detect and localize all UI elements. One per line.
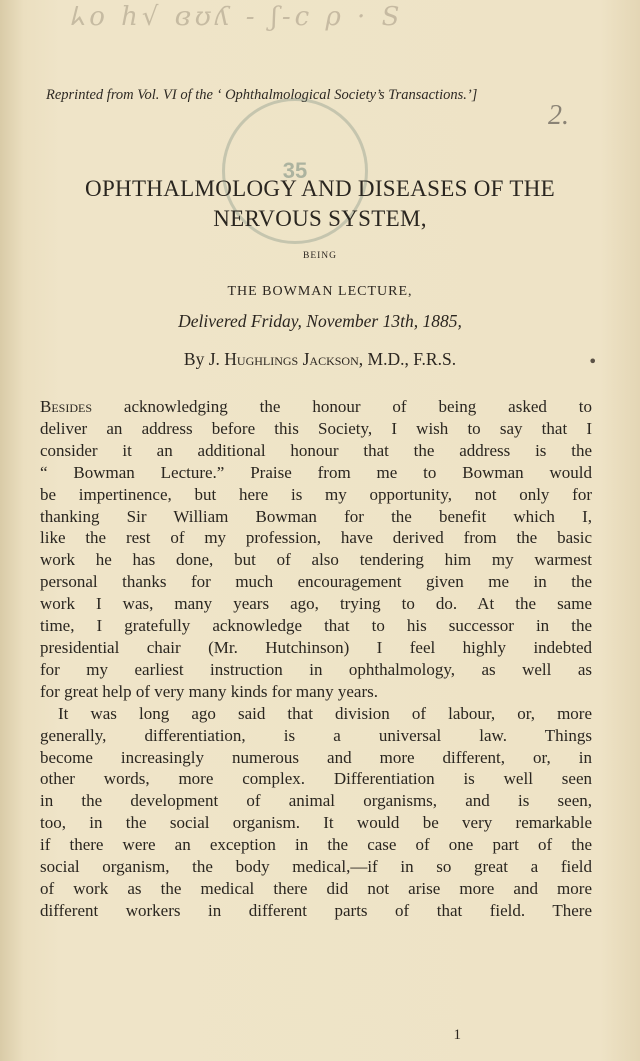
body-line: time, I gratefully acknowledge that to his successor in the: [40, 616, 592, 636]
title-line-1: OPHTHALMOLOGY AND DISEASES OF THE: [85, 176, 555, 201]
being-label: BEING: [302, 251, 338, 261]
stray-mark: •: [588, 352, 598, 371]
body-line: if there were an exception in the case of one part of the: [40, 835, 592, 855]
handwritten-scrawl: ᖾo h√ ɞʊʎ - ʃ-c ρ · S: [70, 2, 404, 32]
body-line: generally, differentiation, is a universal law. Things: [40, 725, 592, 745]
library-stamp: 35: [222, 98, 368, 244]
lecture-name: THE BOWMAN LECTURE,: [227, 284, 413, 299]
body-text: [40, 396, 592, 922]
body-line: for great help of very many kinds for many years.: [40, 681, 378, 701]
page-number: [0, 1027, 640, 1044]
author-byline: By J. Hughlings Jackson, M.D., F.R.S.: [183, 349, 457, 369]
body-line: for my earliest instruction in ophthalmology, as well as: [40, 659, 592, 679]
delivery-date: [0, 311, 640, 332]
body-line: in the development of animal organisms, and is seen,: [40, 791, 592, 811]
body-line: presidential chair (Mr. Hutchinson) I feel highly indebted: [40, 637, 592, 657]
body-line: like the rest of my profession, have derived from the basic: [40, 528, 592, 548]
body-line: “ Bowman Lecture.” Praise from me to Bowman would: [40, 462, 592, 482]
opening-word: Besides: [40, 397, 93, 416]
body-line: other words, more complex. Differentiation is well seen: [40, 769, 592, 789]
body-line: too, in the social organism. It would be very remarkable: [40, 813, 592, 833]
body-line: thanking Sir William Bowman for the benefit which I,: [40, 506, 592, 526]
handwritten-folio-mark: 2.: [548, 100, 569, 131]
body-line: of work as the medical there did not arise more and more: [40, 878, 592, 898]
body-line: consider it an additional honour that the address is the: [40, 440, 592, 460]
body-line: work I was, many years ago, trying to do. At the same: [40, 594, 592, 614]
body-line: It was long ago said that division of labour, or, more: [58, 703, 592, 723]
body-line: be impertinence, but here is my opportunity, not only for: [40, 484, 592, 504]
delivery-date-text: Delivered Friday, November 13th, 1885,: [178, 311, 462, 331]
body-line: Besides acknowledging the honour of being asked to: [40, 397, 592, 416]
page-number-text: 1: [453, 1027, 461, 1043]
body-line: become increasingly numerous and more different, or, in: [40, 747, 592, 767]
reprint-note: Reprinted from Vol. VI of the ‘ Ophthalmological Society’s Transactions.’]: [46, 87, 478, 103]
author-name: Hughlings Jackson: [224, 349, 359, 369]
body-line: deliver an address before this Society, I wish to say that I: [40, 418, 592, 438]
body-line: different workers in different parts of that field. There: [40, 900, 592, 920]
title-line-2: NERVOUS SYSTEM,: [213, 206, 427, 231]
body-line: personal thanks for much encouragement given me in the: [40, 572, 592, 592]
body-line: social organism, the body medical,—if in so great a field: [40, 857, 592, 877]
body-line: work he has done, but of also tendering him my warmest: [40, 550, 592, 570]
